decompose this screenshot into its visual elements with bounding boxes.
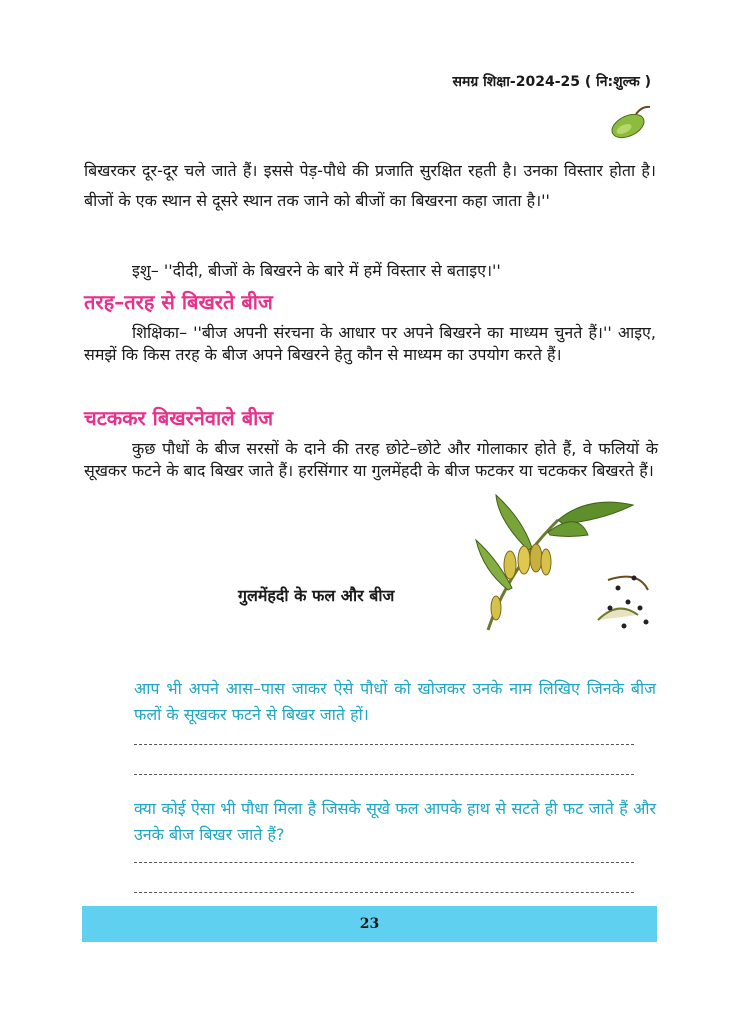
answer-line xyxy=(134,892,634,893)
page-number: 23 xyxy=(359,916,380,932)
activity-question-1: आप भी अपने आस–पास जाकर ऐसे पौधों को खोजकर उनके नाम लिखिए जिनके बीज फलों के सूखकर फटने से बिखर जाते हों। xyxy=(134,679,656,724)
paragraph-dialogue: इशु– ''दीदी, बीजों के बिखरने के बारे में हमें विस्तार से बताइए।'' xyxy=(132,261,501,280)
footer-bar xyxy=(82,906,657,942)
paragraph-seeds: कुछ पौधों के बीज सरसों के दाने की तरह छोटे–छोटे और गोलाकार होते हैं, वे फलियों के सूखकर फटने के बाद बिखर जाते हैं। हरसिंगार या गुलमेंहदी के बीज फटकर या चटककर बिखरते हैं। xyxy=(84,439,658,480)
paragraph-teacher: शिक्षिका– ''बीज अपनी संरचना के आधार पर अपने बिखरने का माध्यम चुनते हैं।'' आइए, समझें कि किस तरह के बीज अपने बिखरने हेतु कौन से माध्यम का उपयोग करते हैं। xyxy=(84,323,656,364)
answer-line xyxy=(134,744,634,745)
activity-question-2: क्या कोई ऐसा भी पौधा मिला है जिसके सूखे फल आपके हाथ से सटते ही फट जाते हैं और उनके बीज बिखर जाते हैं? xyxy=(134,799,656,844)
answer-line xyxy=(134,774,634,775)
figure-caption: गुलमेंहदी के फल और बीज xyxy=(238,586,395,605)
section-heading: तरह–तरह से बिखरते बीज xyxy=(84,290,273,314)
page-header: समग्र शिक्षा-2024-25 ( नि:शुल्क ) xyxy=(452,74,651,90)
answer-line xyxy=(134,862,634,863)
subsection-heading: चटककर बिखरनेवाले बीज xyxy=(84,406,274,430)
balsam-plant-illustration xyxy=(468,490,660,640)
seed-pod-icon xyxy=(606,104,656,144)
paragraph-intro: बिखरकर दूर-दूर चले जाते हैं। इससे पेड़-पौधे की प्रजाति सुरक्षित रहती है। उनका विस्तार होता है। बीजों के एक स्थान से दूसरे स्थान तक जाने को बीजों का बिखरना कहा जाता है।'' xyxy=(84,161,656,210)
